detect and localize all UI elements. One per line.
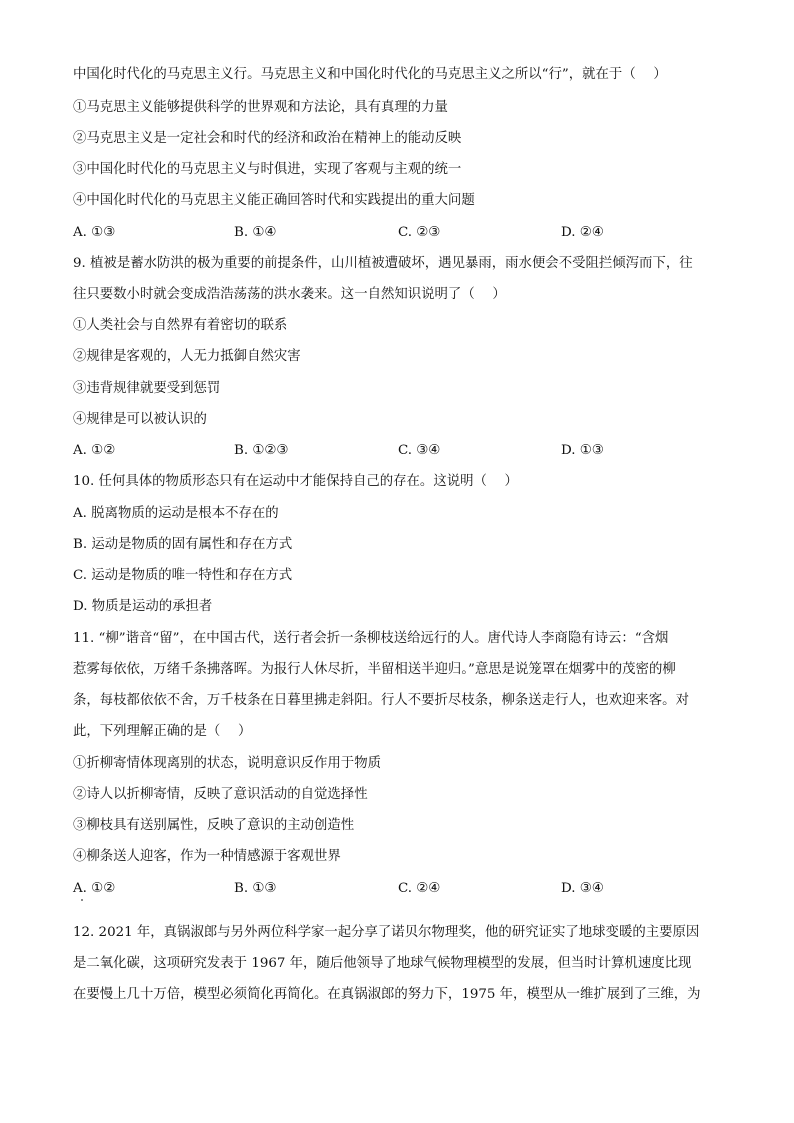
q11-stem-line-2: 惹雾每依依，万绪千条拂落晖。为报行人休尽折，半留相送半迎归。”意思是说笼罩在烟雾中的茂密的柳 [73,662,676,677]
q11-stem-line-3: 条，每枝都依依不舍，万千枝条在日暮里拂走斜阳。行人不要折尽枝条，柳条送走行人，也欢迎来客。对 [73,693,689,708]
q8-option-c: C. ②③ [398,225,441,240]
q9-option-a: A. ①② [73,443,116,458]
q11-item-4: ④柳条送人迎客，作为一种情感源于客观世界 [73,849,341,864]
q9-stem-line-2: 往只要数小时就会变成浩浩荡荡的洪水袭来。这一自然知识说明了（ ） [73,287,506,302]
q8-item-1: ①马克思主义能够提供科学的世界观和方法论，具有真理的力量 [73,100,448,115]
q8-item-4: ④中国化时代化的马克思主义能正确回答时代和实践提出的重大问题 [73,193,475,208]
q11-option-a: A. ①② [73,881,116,896]
q10-choice-b: B. 运动是物质的固有属性和存在方式 [73,537,293,552]
q11-item-3: ③柳枝具有送别属性，反映了意识的主动创造性 [73,818,355,833]
q11-option-c: C. ②④ [398,881,441,896]
q9-item-2: ②规律是客观的，人无力抵御自然灾害 [73,349,301,364]
q9-option-d: D. ①③ [561,443,604,458]
q11-option-d: D. ③④ [561,881,604,896]
q9-option-b: B. ①②③ [234,443,289,458]
q12-stem-line-3: 在要慢上几十万倍，模型必须简化再简化。在真锅淑郎的努力下，1975 年，模型从一维扩展到了三维，为 [73,987,701,1002]
q12-stem-line-2: 是二氧化碳，这项研究发表于 1967 年，随后他领导了地球气候物理模型的发展，但当时计算机速度比现 [73,956,692,971]
q8-item-3: ③中国化时代化的马克思主义与时俱进，实现了客观与主观的统一 [73,162,462,177]
q11-option-b: B. ①③ [234,881,277,896]
stray-dot [81,899,83,901]
q10-choice-a: A. 脱离物质的运动是根本不存在的 [73,506,279,521]
q8-stem: 中国化时代化的马克思主义行。马克思主义和中国化时代化的马克思主义之所以“行”，就在于（ ） [73,67,667,82]
q8-option-a: A. ①③ [73,225,116,240]
q9-item-1: ①人类社会与自然界有着密切的联系 [73,318,288,333]
q8-option-d: D. ②④ [561,225,604,240]
q12-stem-line-1: 12. 2021 年，真锅淑郎与另外两位科学家一起分享了诺贝尔物理奖，他的研究证实了地球变暖的主要原因 [73,925,700,940]
q11-stem-line-4: 此，下列理解正确的是（ ） [73,724,252,739]
q10-choice-c: C. 运动是物质的唯一特性和存在方式 [73,568,293,583]
q10-choice-d: D. 物质是运动的承担者 [73,599,213,614]
q10-stem: 10. 任何具体的物质形态只有在运动中才能保持自己的存在。这说明（ ） [73,474,518,489]
q9-option-c: C. ③④ [398,443,441,458]
q9-item-4: ④规律是可以被认识的 [73,412,207,427]
q11-stem-line-1: 11. “柳”谐音“留”，在中国古代，送行者会折一条柳枝送给远行的人。唐代诗人李商隐有诗云：“含烟 [73,631,669,646]
q8-item-2: ②马克思主义是一定社会和时代的经济和政治在精神上的能动反映 [73,131,462,146]
q8-option-b: B. ①④ [234,225,277,240]
q9-stem-line-1: 9. 植被是蓄水防洪的极为重要的前提条件，山川植被遭破坏，遇见暴雨，雨水便会不受阻拦倾泻而下，往 [73,256,693,271]
q11-item-1: ①折柳寄情体现离别的状态，说明意识反作用于物质 [73,756,381,771]
q9-item-3: ③违背规律就要受到惩罚 [73,381,221,396]
q11-item-2: ②诗人以折柳寄情，反映了意识活动的自觉选择性 [73,787,368,802]
